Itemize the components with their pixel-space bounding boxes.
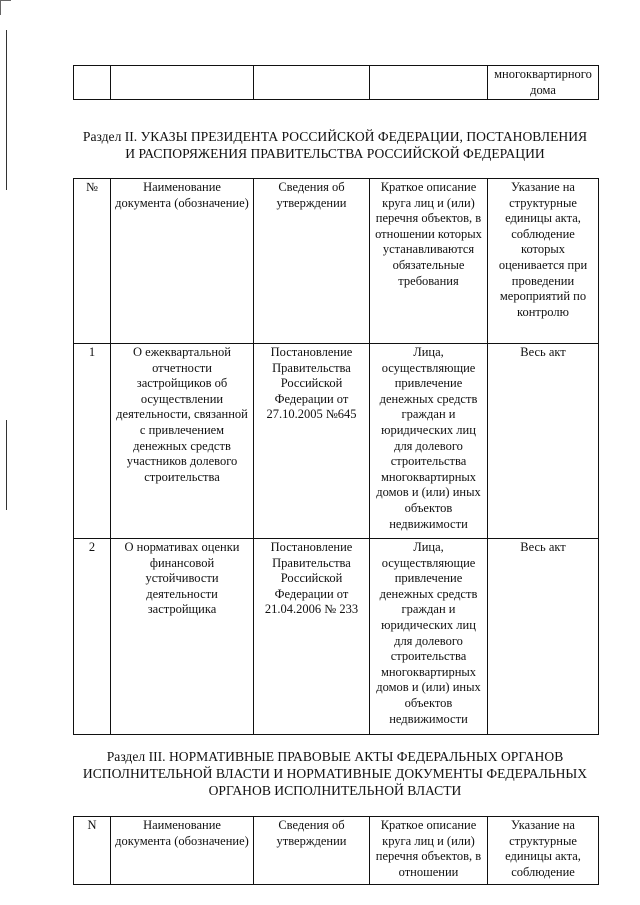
table-cell xyxy=(254,66,370,100)
section3-title xyxy=(70,748,600,799)
section3-title-line: Раздел III. НОРМАТИВНЫЕ ПРАВОВЫЕ АКТЫ ФЕДЕРАЛЬНЫХ ОРГАНОВ xyxy=(106,749,564,764)
section2-title-line: И РАСПОРЯЖЕНИЯ ПРАВИТЕЛЬСТВА РОССИЙСКОЙ ФЕДЕРАЦИИ xyxy=(125,146,545,161)
section2-title xyxy=(70,128,600,162)
table-cell: многоквартирного дома xyxy=(488,66,599,100)
header-indication: Указание на структурные единицы акта, соблюдение которых оценивается при проведении мероприятий по контролю xyxy=(488,179,599,344)
header-name: Наименование документа (обозначение) xyxy=(111,817,254,885)
row-approval: Постановление Правительства Российской Федерации от 21.04.2006 № 233 xyxy=(254,539,370,735)
section2-title-line: Раздел II. УКАЗЫ ПРЕЗИДЕНТА РОССИЙСКОЙ ФЕДЕРАЦИИ, ПОСТАНОВЛЕНИЯ xyxy=(82,129,588,144)
section3-title-line: ИСПОЛНИТЕЛЬНОЙ ВЛАСТИ И НОРМАТИВНЫЕ ДОКУМЕНТЫ ФЕДЕРАЛЬНЫХ xyxy=(82,766,588,781)
header-num: N xyxy=(74,817,111,885)
table-row xyxy=(74,66,599,100)
section2-table xyxy=(73,178,599,735)
row-name: О ежеквартальной отчетности застройщиков об осуществлении деятельности, связанной с привлечением денежных средств участников долевого строительства xyxy=(111,344,254,539)
section3-title-line: ОРГАНОВ ИСПОЛНИТЕЛЬНОЙ ВЛАСТИ xyxy=(208,783,462,798)
scan-corner-mark xyxy=(0,0,11,15)
continued-table xyxy=(73,65,599,100)
scan-margin-line xyxy=(6,420,7,510)
table-cell xyxy=(74,66,111,100)
row-indication: Весь акт xyxy=(488,344,599,539)
table-header-row xyxy=(74,817,599,885)
header-description: Краткое описание круга лиц и (или) перечня объектов, в отношении которых устанавливаются обязательные требования xyxy=(370,179,488,344)
row-num: 1 xyxy=(74,344,111,539)
header-approval: Сведения об утверждении xyxy=(254,817,370,885)
row-indication: Весь акт xyxy=(488,539,599,735)
table-header-row xyxy=(74,179,599,344)
header-name: Наименование документа (обозначение) xyxy=(111,179,254,344)
scan-margin-line xyxy=(6,30,7,190)
header-description: Краткое описание круга лиц и (или) перечня объектов, в отношении xyxy=(370,817,488,885)
row-name: О нормативах оценки финансовой устойчивости деятельности застройщика xyxy=(111,539,254,735)
row-num: 2 xyxy=(74,539,111,735)
header-indication: Указание на структурные единицы акта, соблюдение xyxy=(488,817,599,885)
table-row xyxy=(74,539,599,735)
table-row xyxy=(74,344,599,539)
row-description: Лица, осуществляющие привлечение денежных средств граждан и юридических лиц для долевого строительства многоквартирных домов и (или) иных объектов недвижимости xyxy=(370,539,488,735)
section3-table xyxy=(73,816,599,885)
row-approval: Постановление Правительства Российской Федерации от 27.10.2005 №645 xyxy=(254,344,370,539)
table-cell xyxy=(111,66,254,100)
header-num: № xyxy=(74,179,111,344)
header-approval: Сведения об утверждении xyxy=(254,179,370,344)
table-cell xyxy=(370,66,488,100)
row-description: Лица, осуществляющие привлечение денежных средств граждан и юридических лиц для долевого строительства многоквартирных домов и (или) иных объектов недвижимости xyxy=(370,344,488,539)
